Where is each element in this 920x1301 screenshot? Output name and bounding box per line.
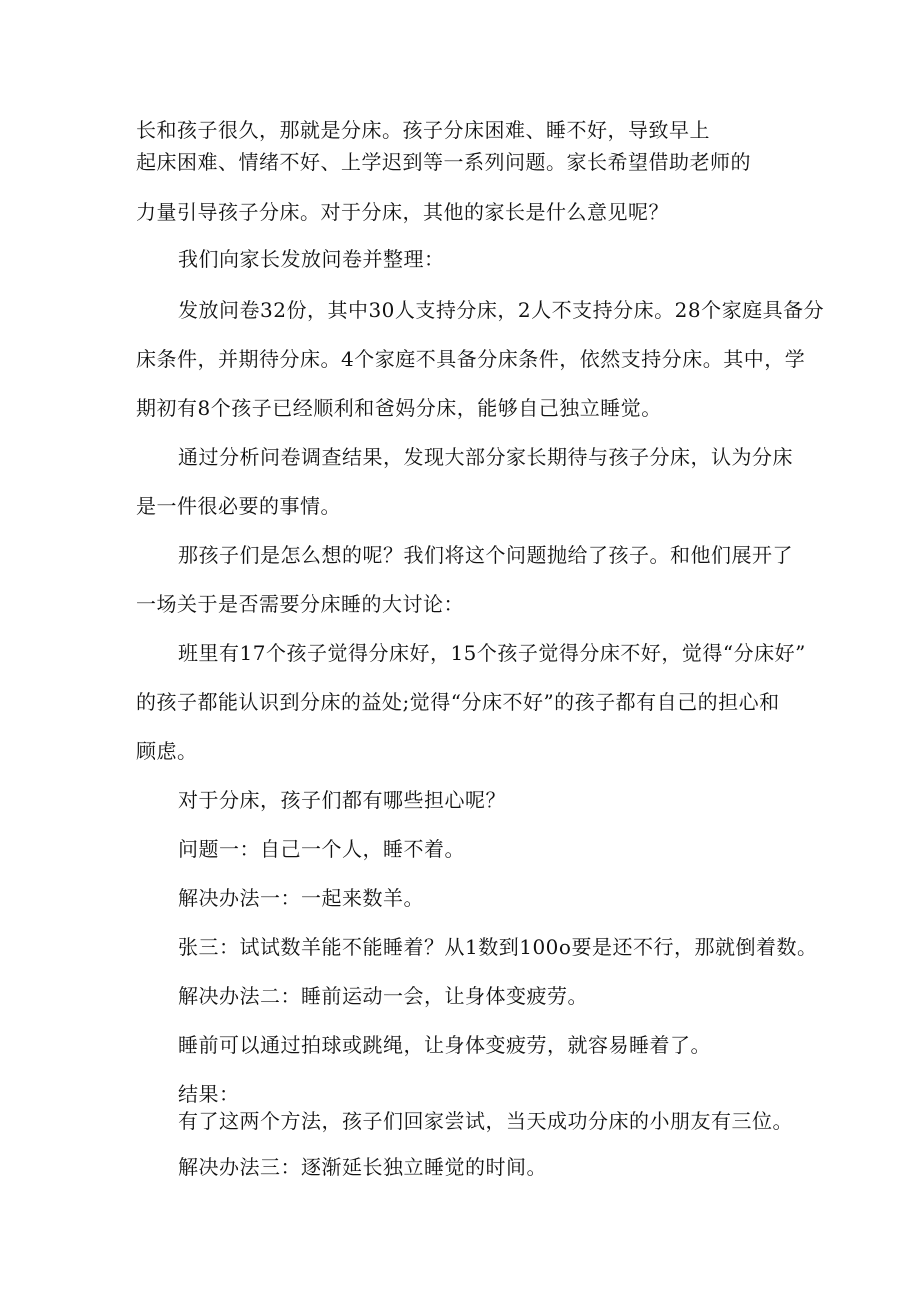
paragraph-line: 一场关于是否需要分床睡的大讨论： [136, 592, 464, 616]
paragraph-line: 那孩子们是怎么想的呢？我们将这个问题抛给了孩子。和他们展开了 [178, 543, 793, 567]
paragraph-line: 通过分析问卷调查结果，发现大部分家长期待与孩子分床，认为分床 [178, 445, 793, 469]
paragraph-line: 起床困难、情绪不好、上学迟到等一系列问题。家长希望借助老师的 [136, 150, 751, 174]
paragraph-line: 力量引导孩子分床。对于分床，其他的家长是什么意见呢？ [136, 200, 669, 224]
paragraph-line: 顾虑。 [136, 739, 198, 763]
paragraph-line: 我们向家长发放问卷并整理： [178, 247, 445, 271]
paragraph-line: 有了这两个方法，孩子们回家尝试，当天成功分床的小朋友有三位。 [178, 1109, 793, 1133]
paragraph-line: 是一件很必要的事情。 [136, 494, 341, 518]
paragraph-line: 结果： [178, 1082, 240, 1106]
paragraph-line: 张三：试试数羊能不能睡着？从1数到100o要是还不行，那就倒着数。 [178, 935, 818, 959]
paragraph-line: 班里有17个孩子觉得分床好，15个孩子觉得分床不好，觉得“分床好” [178, 641, 806, 665]
paragraph-line: 解决办法二：睡前运动一会，让身体变疲劳。 [178, 984, 588, 1008]
paragraph-line: 发放问卷32份，其中30人支持分床，2人不支持分床。28个家庭具备分 [178, 298, 825, 322]
paragraph-line: 解决办法三：逐渐延长独立睡觉的时间。 [178, 1155, 547, 1179]
paragraph-line: 对于分床，孩子们都有哪些担心呢？ [178, 788, 506, 812]
paragraph-line: 睡前可以通过拍球或跳绳，让身体变疲劳，就容易睡着了。 [178, 1033, 711, 1057]
paragraph-line: 长和孩子很久，那就是分床。孩子分床困难、睡不好，导致早上 [136, 118, 710, 142]
paragraph-line: 解决办法一：一起来数羊。 [178, 886, 424, 910]
paragraph-line: 期初有8个孩子已经顺利和爸妈分床，能够自己独立睡觉。 [136, 396, 662, 420]
paragraph-line: 床条件，并期待分床。4个家庭不具备分床条件，依然支持分床。其中，学 [136, 347, 806, 371]
paragraph-line: 的孩子都能认识到分床的益处;觉得“分床不好”的孩子都有自己的担心和 [136, 690, 780, 714]
paragraph-line: 问题一：自己一个人，睡不着。 [178, 837, 465, 861]
